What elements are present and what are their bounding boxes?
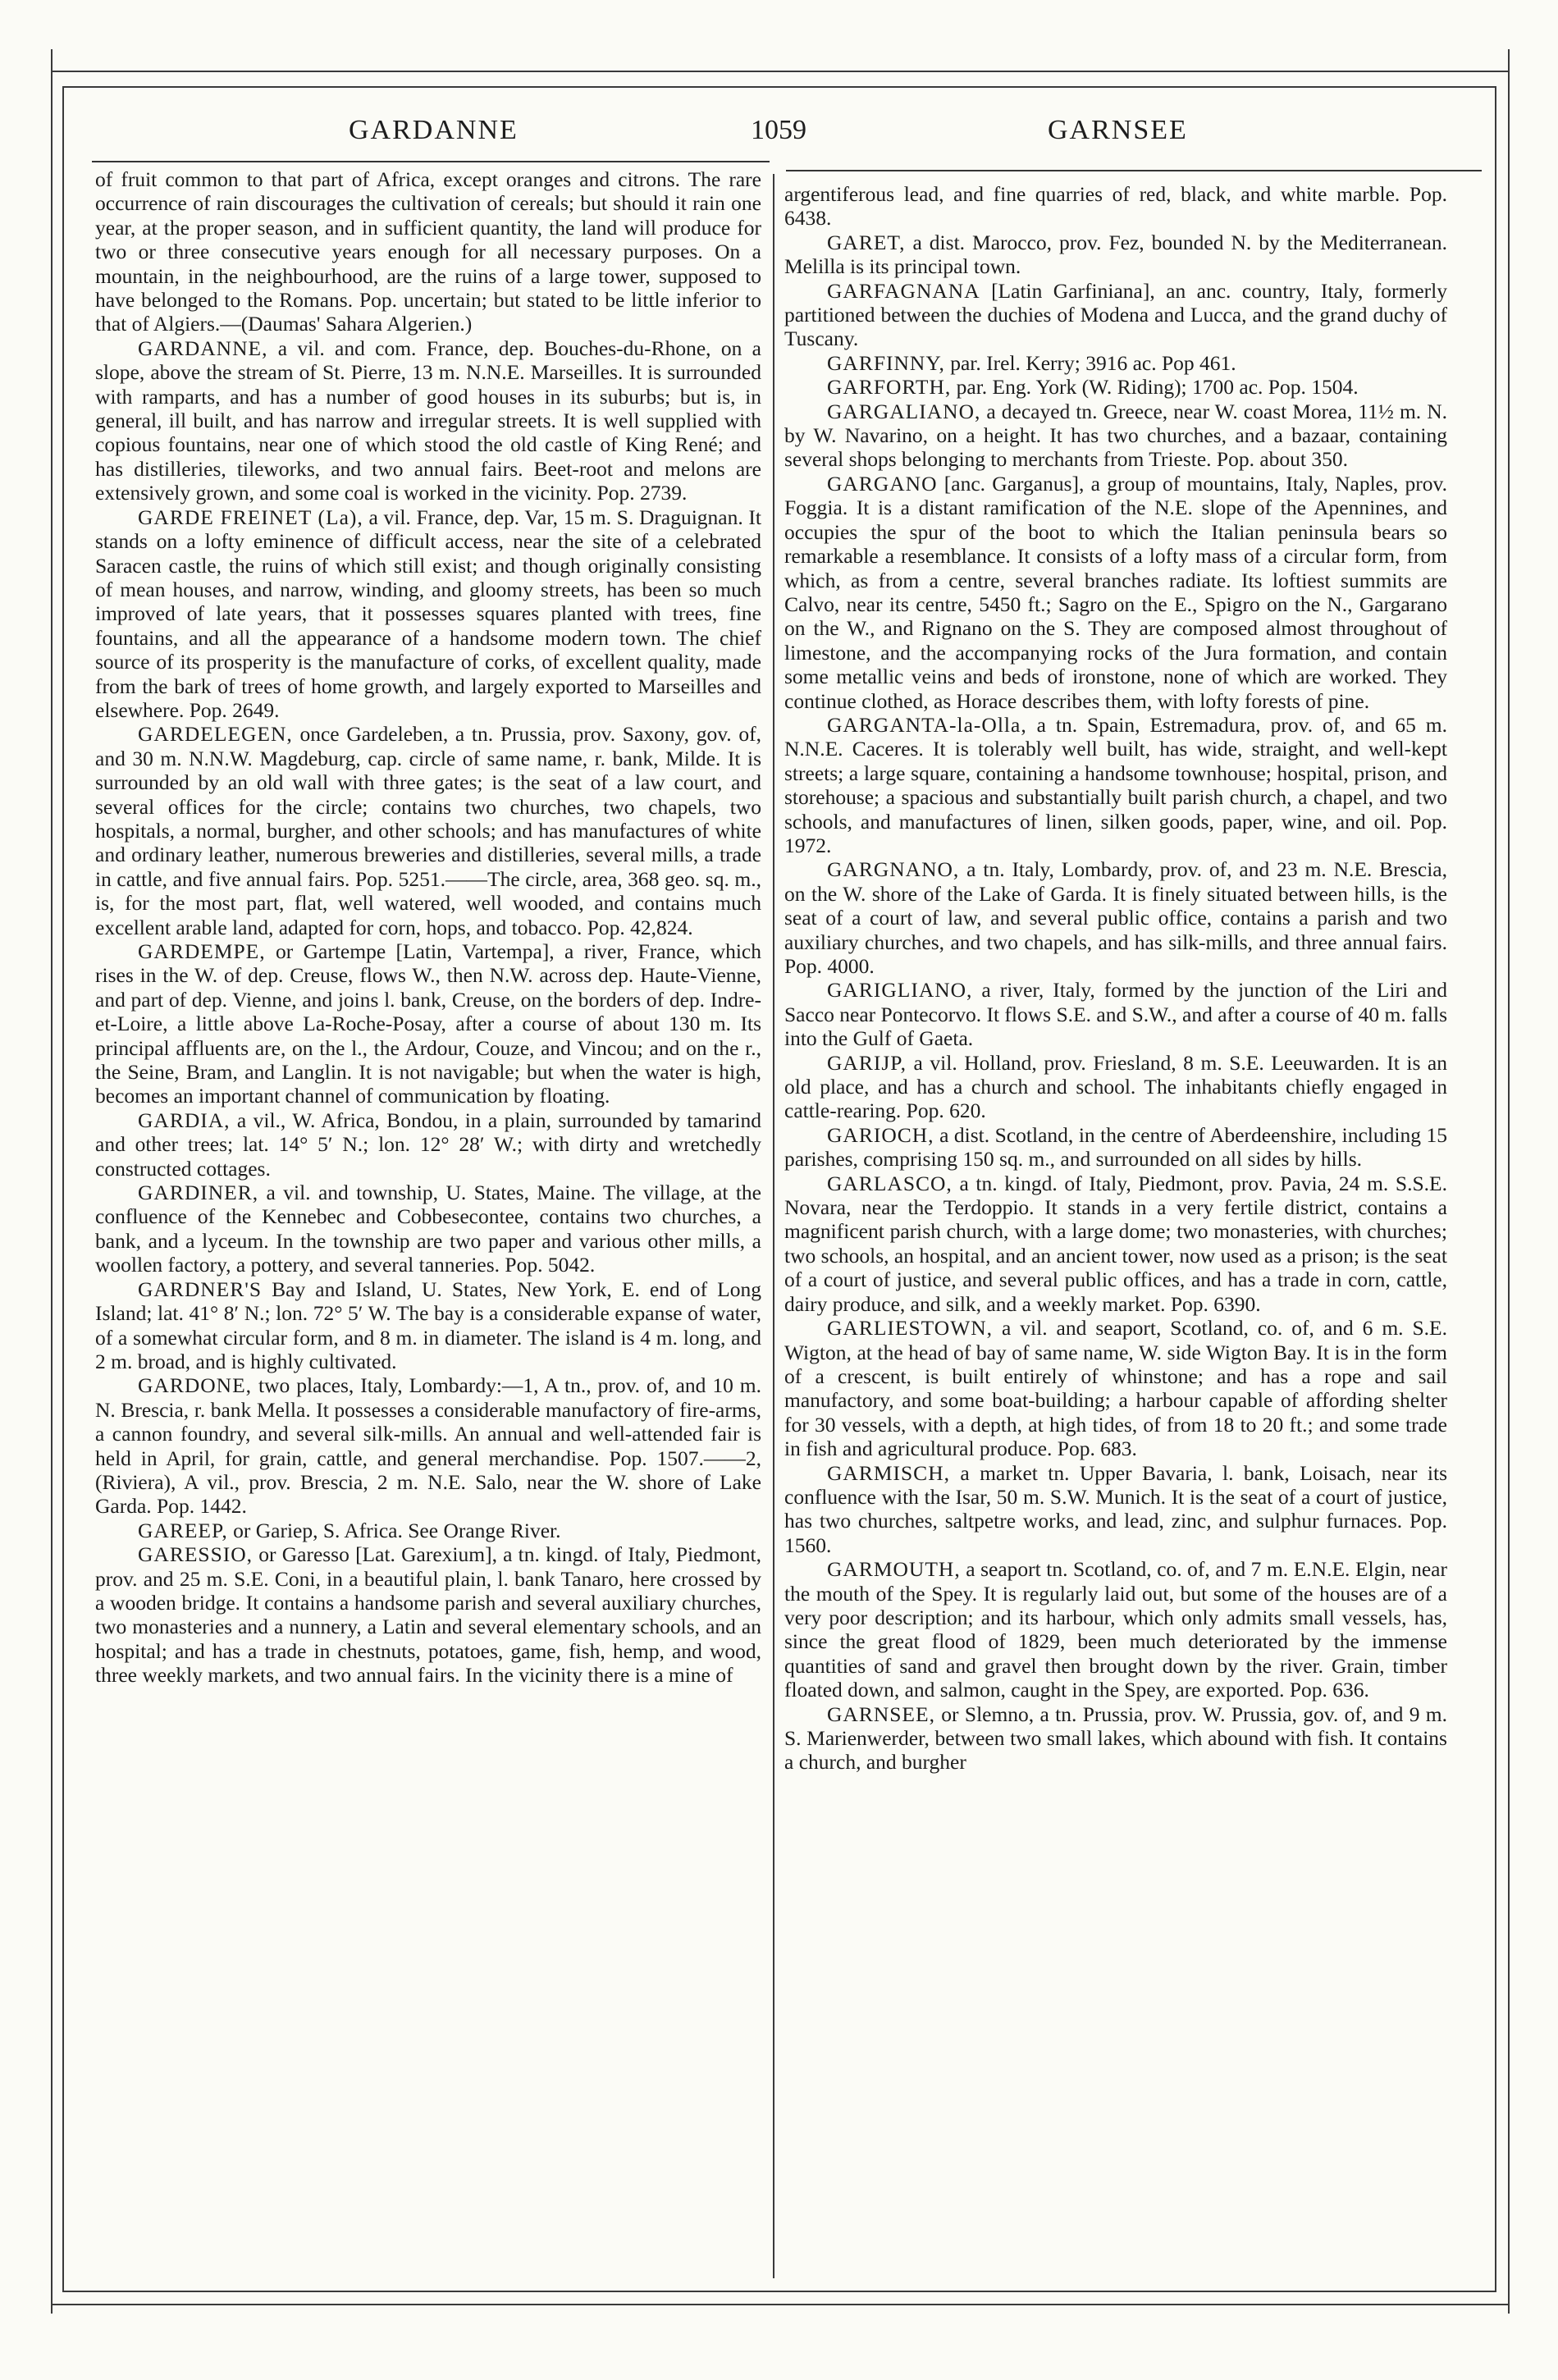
entry-paragraph: GARIJP, a vil. Holland, prov. Friesland, 8 m. S.E. Leeuwarden. It is an old place, and has a church and school. The inhabitants chiefly engaged in cattle-rearing. Pop. 620. (784, 1050, 1447, 1123)
outer-top-rule (51, 71, 1510, 72)
header-rule-left (92, 161, 770, 162)
entry-paragraph: GAREEP, or Gariep, S. Africa. See Orange River. (138, 1518, 561, 1542)
entry-paragraph: GARESSIO, or Garesso [Lat. Garexium], a tn. kingd. of Italy, Piedmont, prov. and 25 m. S.E. Coni, in a beautiful plain, l. bank Tanaro, here crossed by a wooden bridge. It contains a handsome parish and several auxiliary churches, two monasteries and a nunnery, a Latin and several elementary schools, and an hospital; and has a trade in chestnuts, potatoes, game, fish, hemp, and wood, three weekly markets, and two annual fairs. In the vicinity there is a mine of (95, 1542, 761, 1688)
entry-paragraph: GARFORTH, par. Eng. York (W. Riding); 1700 ac. Pop. 1504. (827, 375, 1359, 400)
entry-paragraph: GARIOCH, a dist. Scotland, in the centre of Aberdeenshire, including 15 parishes, comprising 150 sq. m., and surrounded on all sides by hills. (784, 1122, 1447, 1172)
entry-headword: GAREEP, (138, 1518, 228, 1542)
entry-paragraph: GARDE FREINET (La), a vil. France, dep. Var, 15 m. S. Draguignan. It stands on a lofty eminence of difficult access, near the site of a celebrated Saracen castle, the ruins of which still exist; and though originally consisting of mean houses, and narrow, winding, and gloomy streets, has been so much improved of late years, that it possesses squares planted with trees, fine fountains, and all the appearance of a handsome modern town. The chief source of its prosperity is the manufacture of corks, of excellent quality, made from the bark of trees of home growth, and largely exported to Marseilles and elsewhere. Pop. 2649. (95, 505, 762, 722)
entry-paragraph: GARFAGNANA [Latin Garfiniana], an anc. country, Italy, formerly partitioned between the duchies of Modena and Lucca, and the grand duchy of Tuscany. (784, 278, 1447, 351)
entry-headword: GARGANO (827, 471, 938, 496)
entry-paragraph: GARMOUTH, a seaport tn. Scotland, co. of, and 7 m. E.N.E. Elgin, near the mouth of the Spey. It is regularly laid out, but some of the houses are of a very poor description; and its harbour, which only admits small vessels, has, since the great flood of 1829, been much deteriorated by the immense quantities of sand and gravel then brought down by the river. Grain, timber floated down, and salmon, caught in the Spey, are exported. Pop. 636. (784, 1557, 1447, 1702)
entry-paragraph: GARET, a dist. Marocco, prov. Fez, bounded N. by the Mediterranean. Melilla is its principal town. (784, 230, 1447, 279)
left-column (95, 167, 761, 1688)
page-number: 1059 (751, 115, 806, 145)
entry-paragraph: GARDELEGEN, once Gardeleben, a tn. Prussia, prov. Saxony, gov. of, and 30 m. N.N.W. Magdeburg, cap. circle of same name, r. bank, Milde. It is surrounded by an old wall with three gates; is the seat of a law court, and several offices for the circle; contains two churches, two chapels, two hospitals, a normal, burgher, and other schools; and has manufactures of white and ordinary leather, numerous breweries and distilleries, several mills, a trade in cattle, and five annual fairs. Pop. 5251.——The circle, area, 368 geo. sq. m., is, for the most part, flat, well watered, well wooded, and contains much excellent arable land, adapted for corn, hops, and tobacco. Pop. 42,824. (95, 722, 761, 939)
entry-headword: GARDANNE, (138, 336, 268, 360)
entry-headword: GARIOCH, (827, 1122, 934, 1147)
running-header (0, 115, 1558, 156)
entry-headword: GARET, (827, 230, 906, 254)
entry-headword: GARGNANO, (827, 857, 960, 882)
entry-paragraph: GARDNER'S Bay and Island, U. States, New York, E. end of Long Island; lat. 41° 8′ N.; lon. 72° 5′ W. The bay is a considerable expanse of water, of a somewhat circular form, and 8 m. in diameter. The island is 4 m. long, and 2 m. broad, and is highly cultivated. (95, 1277, 761, 1373)
entry-headword: GARGALIANO, (827, 399, 981, 423)
entry-paragraph: GARFINNY, par. Irel. Kerry; 3916 ac. Pop 461. (827, 350, 1236, 375)
entry-paragraph: GARDINER, a vil. and township, U. States, Maine. The village, at the confluence of the Kennebec and Cobbesecontee, contains two churches, a bank, and a lyceum. In the township are two paper and various other mills, a woollen factory, a pottery, and several tanneries. Pop. 5042. (95, 1181, 761, 1277)
entry-headword: GARDONE, (138, 1373, 253, 1398)
outer-left-rule (51, 49, 53, 2314)
entry-paragraph: GARLASCO, a tn. kingd. of Italy, Piedmont, prov. Pavia, 24 m. S.S.E. Novara, near the Terdoppio. It stands in a very fertile district, contains a magnificent parish church, with a large dome; two monasteries, with churches; two schools, an hospital, and an ancient tower, now used as a prison; is the seat of a court of justice, and several public offices, and has a trade in corn, cattle, dairy produce, and silk, and a weekly market. Pop. 6390. (784, 1171, 1447, 1316)
entry-headword: GARDNER'S (138, 1277, 263, 1301)
entry-headword: GARMISCH, (827, 1460, 950, 1485)
entry-paragraph: GARGALIANO, a decayed tn. Greece, near W. coast Morea, 11½ m. N. by W. Navarino, on a height. It has two churches, and a bazaar, containing several shops belonging to merchants from Trieste. Pop. about 350. (784, 399, 1447, 472)
entry-headword: GARIJP, (827, 1050, 907, 1075)
entry-paragraph: GARGANTA-la-Olla, a tn. Spain, Estremadura, prov. of, and 65 m. N.N.E. Caceres. It is tolerably well built, has wide, straight, and well-kept streets; a large square, containing a handsome townhouse; hospital, prison, and storehouse; a spacious and substantially built parish church, a chapel, and two schools, and manufactures of linen, silken goods, paper, wine, and oil. Pop. 1972. (784, 712, 1447, 857)
entry-headword: GARDELEGEN, (138, 722, 293, 747)
entry-paragraph: of fruit common to that part of Africa, except oranges and citrons. The rare occurrence of rain discourages the cultivation of cereals; but should it rain one year, at the proper season, and in sufficient quantity, the land will produce for two or three consecutive years enough for all necessary purposes. On a mountain, in the neighbourhood, are the ruins of a large tower, supposed to have belonged to the Romans. Pop. uncertain; but stated to be little inferior to that of Algiers.—(Daumas' Sahara Algerien.) (95, 167, 761, 336)
outer-bottom-rule (51, 2304, 1510, 2305)
entry-paragraph: GARLIESTOWN, a vil. and seaport, Scotland, co. of, and 6 m. S.E. Wigton, at the head of bay of same name, W. side Wigton Bay. It is in the form of a crescent, is built entirely of whinstone; and has a rope and sail manufactory, and some boat-building; a harbour capable of affording shelter for 30 vessels, with a depth, at high tides, of from 18 to 20 ft.; and some trade in fish and agricultural produce. Pop. 683. (784, 1316, 1447, 1461)
entry-headword: GARDINER, (138, 1181, 259, 1205)
entry-headword: GARGANTA-la-Olla, (827, 712, 1027, 737)
entry-headword: GARFAGNANA (827, 278, 980, 303)
entry-paragraph: GARDIA, a vil., W. Africa, Bondou, in a plain, surrounded by tamarind and other trees; lat. 14° 5′ N.; lon. 12° 28′ W.; with dirty and wretchedly constructed cottages. (95, 1108, 761, 1181)
entry-headword: GARDIA, (138, 1108, 231, 1132)
entry-paragraph: GARIGLIANO, a river, Italy, formed by the junction of the Liri and Sacco near Pontecorvo. It flows S.E. and S.W., and after a course of 40 m. falls into the Gulf of Gaeta. (784, 978, 1447, 1051)
entry-paragraph: GARMISCH, a market tn. Upper Bavaria, l. bank, Loisach, near its confluence with the Isar, 50 m. S.W. Munich. It is the seat of a court of justice, has two churches, saltpetre works, and lead, zinc, and sulphur furnaces. Pop. 1560. (784, 1460, 1447, 1557)
entry-headword: GARFINNY, (827, 350, 945, 375)
column-divider (773, 174, 774, 2278)
entry-headword: GARDEMPE, (138, 939, 266, 963)
right-column (784, 182, 1447, 1775)
entry-headword: GARIGLIANO, (827, 978, 973, 1003)
entry-headword: GARLASCO, (827, 1171, 953, 1195)
entry-paragraph: GARGNANO, a tn. Italy, Lombardy, prov. of, and 23 m. N.E. Brescia, on the W. shore of the Lake of Garda. It is finely situated between hills, is the seat of a court of law, and several public office, contains a parish and two auxiliary churches, and two chapels, and has silk-mills, and three annual fairs. Pop. 4000. (784, 857, 1447, 978)
header-left-word: GARDANNE (349, 115, 519, 145)
entry-headword: GARLIESTOWN, (827, 1316, 994, 1341)
header-rule-right (786, 170, 1482, 171)
entry-paragraph: GARDANNE, a vil. and com. France, dep. Bouches-du-Rhone, on a slope, above the stream of St. Pierre, 13 m. N.N.E. Marseilles. It is surrounded with ramparts, and has a number of good houses in its suburbs; but is, in general, ill built, and has narrow and irregular streets. It is well supplied with copious fountains, near one of which stood the old castle of King René; and has distilleries, tileworks, and two annual fairs. Beet-root and melons are extensively grown, and some coal is worked in the vicinity. Pop. 2739. (95, 336, 761, 505)
entry-paragraph: GARNSEE, or Slemno, a tn. Prussia, prov. W. Prussia, gov. of, and 9 m. S. Marienwerder, between two small lakes, which abound with fish. It contains a church, and burgher (784, 1702, 1447, 1775)
entry-paragraph: GARDEMPE, or Gartempe [Latin, Vartempa], a river, France, which rises in the W. of dep. Creuse, flows W., then N.W. across dep. Haute-Vienne, and part of dep. Vienne, and joins l. bank, Creuse, on the borders of dep. Indre-et-Loire, a little above La-Roche-Posay, after a course of about 130 m. Its principal affluents are, on the l., the Ardour, Couze, and Vincou; and on the r., the Seine, Bram, and Langlin. It is not navigable; but when the water is high, becomes an important channel of communication by floating. (95, 939, 761, 1108)
entry-paragraph: GARDONE, two places, Italy, Lombardy:—1, A tn., prov. of, and 10 m. N. Brescia, r. bank Mella. It possesses a considerable manufactory of fire-arms, a cannon foundry, and several silk-mills. An annual and well-attended fair is held in April, for grain, cattle, and general merchandise. Pop. 1507.——2, (Riviera), A vil., prov. Brescia, 2 m. N.E. Salo, near the W. shore of Lake Garda. Pop. 1442. (95, 1373, 761, 1519)
entry-headword: GARMOUTH, (827, 1557, 961, 1582)
entry-headword: GARDE FREINET (La), (138, 505, 363, 529)
header-right-word: GARNSEE (1048, 115, 1188, 145)
outer-right-rule (1508, 49, 1510, 2314)
entry-headword: GARNSEE, (827, 1702, 935, 1726)
entry-headword: GARFORTH, (827, 375, 952, 400)
entry-paragraph: argentiferous lead, and fine quarries of red, black, and white marble. Pop. 6438. (784, 182, 1447, 231)
entry-paragraph: GARGANO [anc. Garganus], a group of mountains, Italy, Naples, prov. Foggia. It is a distant ramification of the N.E. slope of the Apennines, and occupies the spur of the boot to which the Italian peninsula bears so remarkable a resemblance. It consists of a lofty mass of a circular form, from which, as from a centre, several branches radiate. Its loftiest summits are Calvo, near its centre, 5450 ft.; Sagro on the E., Spigro on the N., Gargarano on the W., and Rignano on the S. They are composed almost throughout of limestone, and the accompanying rocks of the Jura formation, and contain some metallic veins and beds of ironstone, none of which are worked. They continue clothed, as Horace describes them, with lofty forests of pine. (784, 471, 1447, 713)
entry-headword: GARESSIO, (138, 1542, 254, 1567)
